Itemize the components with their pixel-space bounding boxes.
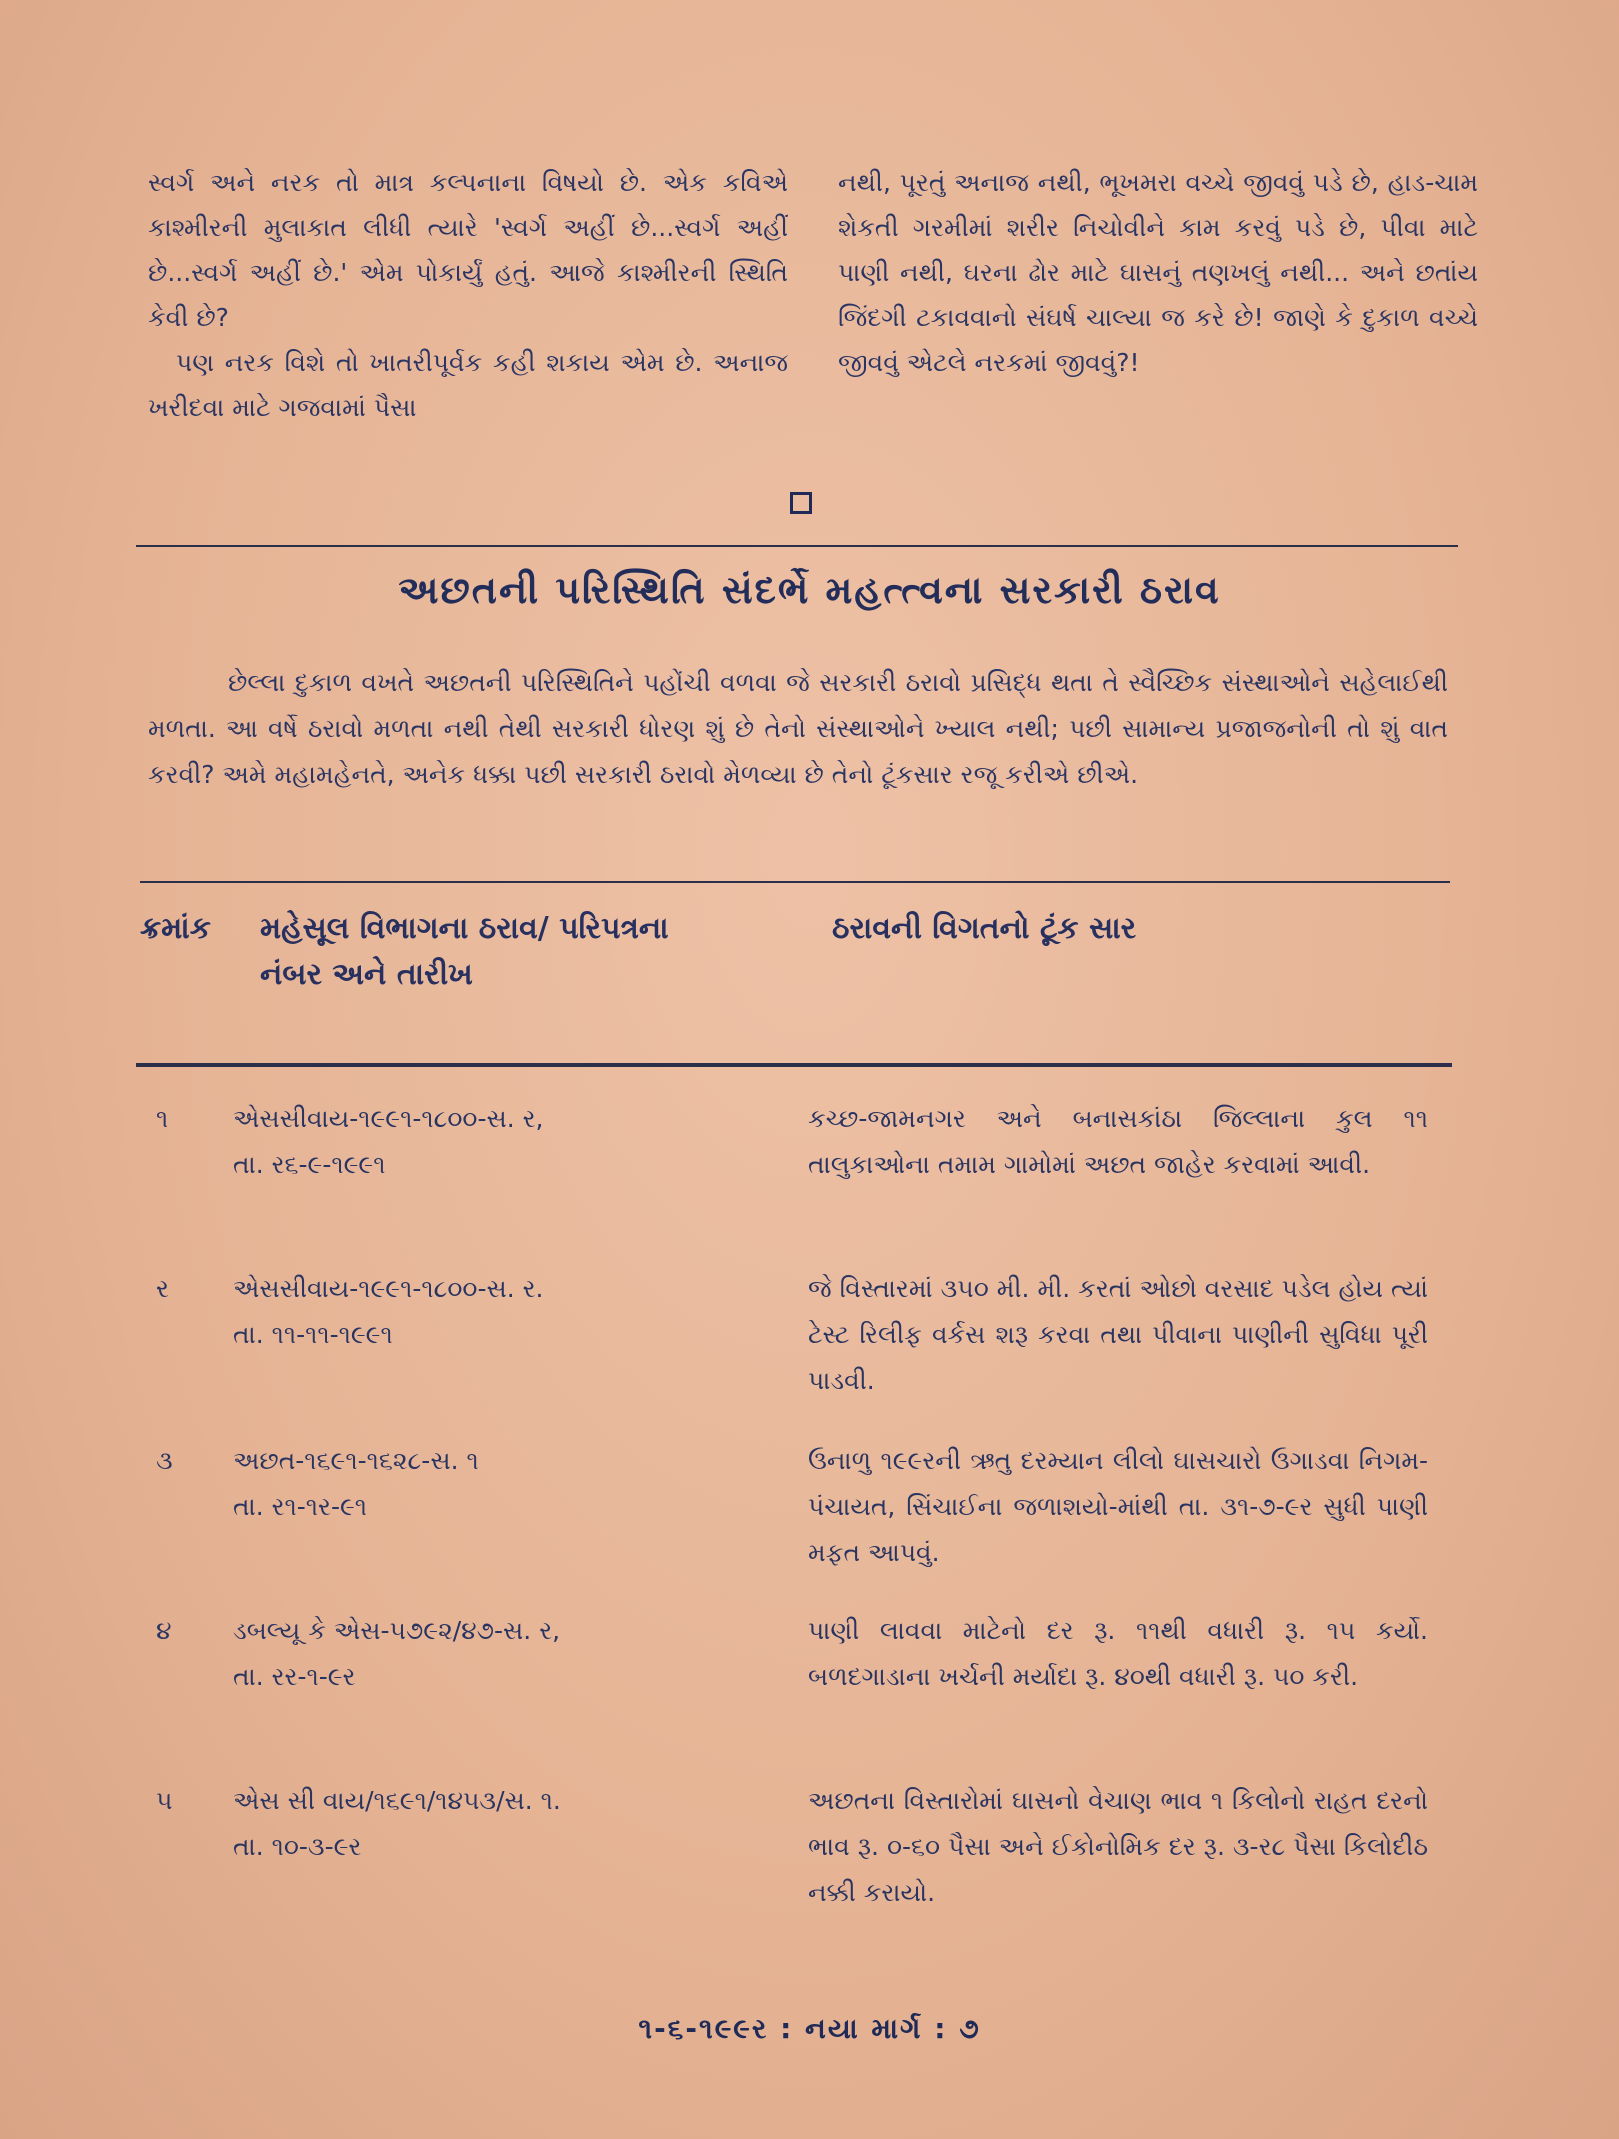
row-number: ૧ — [156, 1104, 169, 1133]
row-summary: કચ્છ-જામનગર અને બનાસકાંઠા જિલ્લાના કુલ ૧૧ તાલુકાઓના તમામ ગામોમાં અછત જાહેર કરવામાં આવી. — [808, 1104, 1428, 1179]
intro-right-paragraph: નથી, પૂરતું અનાજ નથી, ભૂખમરા વચ્ચે જીવવું પડે છે, હાડ-ચામ શેકતી ગરમીમાં શરીર નિચોવીને કામ કરવું પડે છે, પીવા માટે પાણી નથી, ઘરના ઢોર માટે ઘાસનું તણખલું નથી... અને છતાંય જિંદગી ટકાવવાનો સંઘર્ષ ચાલ્યા જ કરે છે! જાણે કે દુકાળ વચ્ચે જીવવું એટલે નરકમાં જીવવું?! — [838, 168, 1478, 377]
row-order-date: તા. ર૬-૯-૧૯૯૧ — [233, 1150, 386, 1179]
row-order — [233, 1096, 753, 1188]
row-number: ૩ — [156, 1446, 173, 1475]
row-order-number: એસસીવાય-૧૯૯૧-૧૮૦૦-સ. ર, — [233, 1104, 544, 1133]
intro-section — [148, 160, 1478, 430]
row-number: ૪ — [156, 1616, 172, 1645]
page-footer: ૧-૬-૧૯૯ર : નયા માર્ગ : ૭ — [638, 2012, 981, 2045]
table-header-summary: ઠરાવની વિગતનો ટૂંક સાર — [832, 911, 1137, 946]
lead-paragraph-block — [148, 660, 1448, 798]
article-heading: અછતની પરિસ્થિતિ સંદર્ભે મહત્ત્વના સરકારી ઠરાવ — [398, 568, 1221, 612]
row-order-date: તા. રર-૧-૯ર — [233, 1662, 356, 1691]
row-number: ૫ — [156, 1786, 173, 1815]
row-order-date: તા. ૧૦-૩-૯ર — [233, 1832, 362, 1861]
row-order — [233, 1608, 753, 1700]
intro-left-paragraph-1: સ્વર્ગ અને નરક તો માત્ર કલ્પનાના વિષયો છે. એક કવિએ કાશ્મીરની મુલાકાત લીધી ત્યારે 'સ્વર્ગ અહીં છે...સ્વર્ગ અહીં છે...સ્વર્ગ અહીં છે.' એમ પોકાર્યું હતું. આજે કાશ્મીરની સ્થિતિ કેવી છે? — [148, 168, 788, 332]
row-order-number: એસસીવાય-૧૯૯૧-૧૮૦૦-સ. ર. — [233, 1274, 544, 1303]
row-order-date: તા. ૧૧-૧૧-૧૯૯૧ — [233, 1320, 393, 1349]
row-order-number: અછત-૧૬૯૧-૧૬૨૮-સ. ૧ — [233, 1446, 479, 1475]
row-summary: ઉનાળુ ૧૯૯રની ઋતુ દરમ્યાન લીલો ઘાસચારો ઉગાડવા નિગમ-પંચાયત, સિંચાઈના જળાશયો-માંથી તા. ૩૧-૭-૯ર સુધી પાણી મફત આપવું. — [808, 1446, 1428, 1567]
row-order — [233, 1778, 753, 1870]
row-summary: પાણી લાવવા માટેનો દર રૂ. ૧૧થી વધારી રૂ. ૧૫ કર્યો. બળદગાડાના ખર્ચની મર્યાદા રૂ. ૪૦થી વધારી રૂ. ૫૦ કરી. — [808, 1616, 1428, 1691]
row-summary: અછતના વિસ્તારોમાં ઘાસનો વેચાણ ભાવ ૧ કિલોનો રાહત દરનો ભાવ રૂ. ૦-૬૦ પૈસા અને ઈકોનોમિક દર રૂ. ૩-ર૮ પૈસા કિલોદીઠ નક્કી કરાયો. — [808, 1786, 1428, 1907]
divider-table-header — [136, 1063, 1452, 1067]
row-order — [233, 1438, 753, 1530]
divider-table-top — [140, 881, 1450, 883]
row-number: ર — [156, 1274, 169, 1303]
table-header-number: ક્રમાંક — [140, 911, 211, 946]
row-summary: જે વિસ્તારમાં ૩૫૦ મી. મી. કરતાં ઓછો વરસાદ પડેલ હોય ત્યાં ટેસ્ટ રિલીફ વર્કસ શરૂ કરવા તથા પીવાના પાણીની સુવિધા પૂરી પાડવી. — [808, 1274, 1428, 1395]
row-order-number: એસ સી વાય/૧૬૯૧/૧૪૫૩/સ. ૧. — [233, 1786, 561, 1815]
lead-paragraph: છેલ્લા દુકાળ વખતે અછતની પરિસ્થિતિને પહોંચી વળવા જે સરકારી ઠરાવો પ્રસિદ્ધ થતા તે સ્વૈચ્છિક સંસ્થાઓને સહેલાઈથી મળતા. આ વર્ષે ઠરાવો મળતા નથી તેથી સરકારી ધોરણ શું છે તેનો સંસ્થાઓને ખ્યાલ નથી; પછી સામાન્ય પ્રજાજનોની તો શું વાત કરવી? અમે મહામહેનતે, અનેક ધક્કા પછી સરકારી ઠરાવો મેળવ્યા છે તેનો ટૂંકસાર રજૂ કરીએ છીએ. — [148, 668, 1448, 789]
section-end-square-icon — [790, 492, 812, 514]
row-order-number: ડબલ્યૂ કે એસ-૫૭૯૨/૪૭-સ. ર, — [233, 1616, 561, 1645]
intro-left-column — [148, 160, 788, 430]
row-order-date: તા. ર૧-૧ર-૯૧ — [233, 1492, 368, 1521]
intro-left-paragraph-2: પણ નરક વિશે તો ખાતરીપૂર્વક કહી શકાય એમ છે. અનાજ ખરીદવા માટે ગજવામાં પૈસા — [148, 348, 788, 422]
row-order — [233, 1266, 753, 1358]
table-header-order: મહેસૂલ વિભાગના ઠરાવ/ પરિપત્રના નંબર અને તારીખ — [260, 911, 669, 992]
divider-top — [136, 545, 1458, 547]
intro-right-column — [838, 160, 1478, 430]
